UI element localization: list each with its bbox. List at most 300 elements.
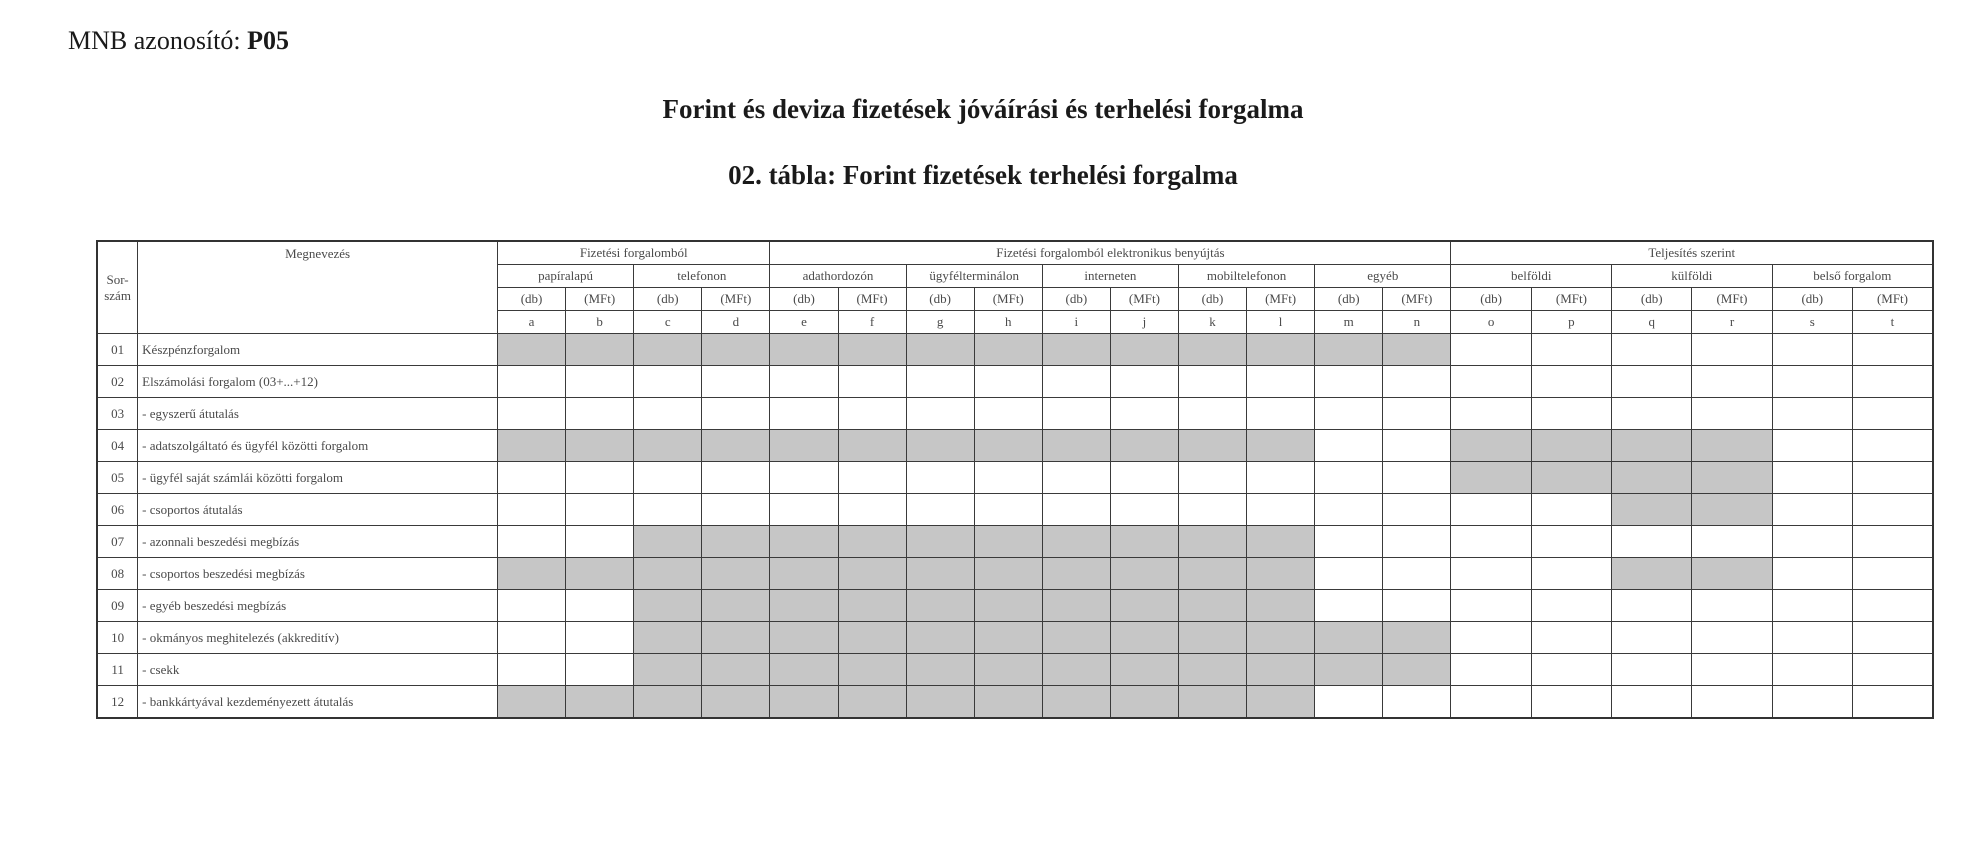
row-name: - adatszolgáltató és ügyfél közötti forgalom	[138, 430, 498, 462]
header-unit-mft: (MFt)	[1247, 288, 1315, 311]
shaded-cell	[566, 686, 634, 719]
shaded-cell	[1178, 526, 1246, 558]
header-column-letter: n	[1383, 311, 1451, 334]
data-cell	[1178, 366, 1246, 398]
header-unit-mft: (MFt)	[702, 288, 770, 311]
shaded-cell	[1178, 654, 1246, 686]
row-number: 11	[97, 654, 138, 686]
shaded-cell	[1531, 430, 1611, 462]
table-row	[97, 558, 1933, 590]
data-cell	[906, 462, 974, 494]
row-number: 04	[97, 430, 138, 462]
table-row	[97, 366, 1933, 398]
shaded-cell	[1692, 494, 1772, 526]
shaded-cell	[1315, 622, 1383, 654]
data-cell	[566, 366, 634, 398]
data-cell	[1383, 494, 1451, 526]
data-cell	[1383, 398, 1451, 430]
header-column-letter: c	[634, 311, 702, 334]
data-cell	[1692, 366, 1772, 398]
data-cell	[1451, 622, 1531, 654]
shaded-cell	[1110, 622, 1178, 654]
table-title: 02. tábla: Forint fizetések terhelési forgalma	[728, 160, 1238, 190]
data-cell	[1315, 494, 1383, 526]
table-row	[97, 430, 1933, 462]
data-cell	[1042, 398, 1110, 430]
shaded-cell	[974, 430, 1042, 462]
header-unit-mft: (MFt)	[974, 288, 1042, 311]
shaded-cell	[702, 558, 770, 590]
data-cell	[566, 526, 634, 558]
data-cell	[974, 366, 1042, 398]
data-cell	[974, 398, 1042, 430]
shaded-cell	[1110, 686, 1178, 719]
shaded-cell	[838, 430, 906, 462]
data-cell	[1383, 686, 1451, 719]
mnb-id-value: P05	[247, 26, 289, 55]
shaded-cell	[702, 654, 770, 686]
data-cell	[1772, 686, 1852, 719]
shaded-cell	[566, 558, 634, 590]
data-cell	[1772, 654, 1852, 686]
data-cell	[906, 494, 974, 526]
shaded-cell	[974, 558, 1042, 590]
shaded-cell	[1110, 430, 1178, 462]
shaded-cell	[634, 558, 702, 590]
shaded-cell	[770, 654, 838, 686]
shaded-cell	[1383, 622, 1451, 654]
payment-turnover-table	[96, 240, 1934, 719]
data-cell	[1315, 526, 1383, 558]
data-cell	[1852, 430, 1933, 462]
data-cell	[1531, 494, 1611, 526]
data-cell	[1612, 590, 1692, 622]
data-cell	[1692, 686, 1772, 719]
shaded-cell	[1692, 430, 1772, 462]
shaded-cell	[1247, 430, 1315, 462]
data-cell	[498, 494, 566, 526]
data-cell	[1852, 398, 1933, 430]
shaded-cell	[702, 430, 770, 462]
shaded-cell	[906, 430, 974, 462]
header-unit-mft: (MFt)	[1531, 288, 1611, 311]
data-cell	[1451, 366, 1531, 398]
data-cell	[702, 494, 770, 526]
header-unit-db: (db)	[1315, 288, 1383, 311]
data-cell	[1315, 558, 1383, 590]
shaded-cell	[906, 590, 974, 622]
data-cell	[1852, 686, 1933, 719]
header-subgroup: telefonon	[634, 265, 770, 288]
data-cell	[770, 366, 838, 398]
data-cell	[498, 622, 566, 654]
shaded-cell	[702, 526, 770, 558]
shaded-cell	[838, 558, 906, 590]
shaded-cell	[566, 430, 634, 462]
header-unit-mft: (MFt)	[1692, 288, 1772, 311]
header-column-letter: o	[1451, 311, 1531, 334]
shaded-cell	[702, 622, 770, 654]
row-name: - csekk	[138, 654, 498, 686]
document-title: Forint és deviza fizetések jóváírási és terhelési forgalma	[662, 94, 1304, 124]
shaded-cell	[1692, 558, 1772, 590]
data-cell	[566, 622, 634, 654]
header-sorszam: Sor- szám	[97, 241, 138, 334]
mnb-identifier	[68, 26, 289, 56]
header-group: Teljesítés szerint	[1451, 241, 1933, 265]
shaded-cell	[974, 686, 1042, 719]
table-row	[97, 526, 1933, 558]
row-name: Készpénzforgalom	[138, 334, 498, 366]
shaded-cell	[1042, 654, 1110, 686]
shaded-cell	[906, 558, 974, 590]
shaded-cell	[1110, 526, 1178, 558]
row-name: - egyszerű átutalás	[138, 398, 498, 430]
shaded-cell	[634, 526, 702, 558]
header-column-letter: l	[1247, 311, 1315, 334]
shaded-cell	[1612, 558, 1692, 590]
data-cell	[1451, 334, 1531, 366]
shaded-cell	[566, 334, 634, 366]
data-cell	[1042, 494, 1110, 526]
row-number: 08	[97, 558, 138, 590]
shaded-cell	[906, 654, 974, 686]
row-number: 01	[97, 334, 138, 366]
data-cell	[1612, 334, 1692, 366]
row-name: - egyéb beszedési megbízás	[138, 590, 498, 622]
shaded-cell	[1247, 334, 1315, 366]
header-column-letter: f	[838, 311, 906, 334]
row-number: 03	[97, 398, 138, 430]
shaded-cell	[1042, 334, 1110, 366]
data-cell	[1531, 654, 1611, 686]
data-cell	[1692, 398, 1772, 430]
data-cell	[1315, 590, 1383, 622]
header-group: Fizetési forgalomból	[498, 241, 770, 265]
row-name: - azonnali beszedési megbízás	[138, 526, 498, 558]
mnb-id-label: MNB azonosító:	[68, 26, 241, 55]
shaded-cell	[1178, 590, 1246, 622]
shaded-cell	[1247, 622, 1315, 654]
header-unit-db: (db)	[1451, 288, 1531, 311]
data-cell	[1247, 462, 1315, 494]
shaded-cell	[838, 526, 906, 558]
header-unit-mft: (MFt)	[1852, 288, 1933, 311]
row-number: 09	[97, 590, 138, 622]
shaded-cell	[498, 558, 566, 590]
data-cell	[1531, 558, 1611, 590]
data-cell	[1451, 590, 1531, 622]
shaded-cell	[906, 686, 974, 719]
shaded-cell	[1383, 654, 1451, 686]
shaded-cell	[974, 334, 1042, 366]
data-cell	[702, 366, 770, 398]
table-row	[97, 654, 1933, 686]
header-unit-db: (db)	[634, 288, 702, 311]
shaded-cell	[1451, 462, 1531, 494]
data-cell	[1692, 590, 1772, 622]
data-cell	[1772, 558, 1852, 590]
data-cell	[1247, 366, 1315, 398]
data-cell	[498, 590, 566, 622]
header-subgroup: belső forgalom	[1772, 265, 1933, 288]
shaded-cell	[634, 622, 702, 654]
row-number: 06	[97, 494, 138, 526]
data-cell	[1612, 526, 1692, 558]
data-cell	[1692, 654, 1772, 686]
data-cell	[1612, 654, 1692, 686]
data-cell	[770, 494, 838, 526]
header-unit-mft: (MFt)	[566, 288, 634, 311]
data-cell	[634, 398, 702, 430]
shaded-cell	[702, 686, 770, 719]
shaded-cell	[1178, 622, 1246, 654]
data-cell	[566, 462, 634, 494]
shaded-cell	[1178, 430, 1246, 462]
data-cell	[1315, 686, 1383, 719]
shaded-cell	[906, 526, 974, 558]
data-cell	[1315, 366, 1383, 398]
shaded-cell	[974, 654, 1042, 686]
shaded-cell	[974, 590, 1042, 622]
shaded-cell	[906, 334, 974, 366]
row-number: 07	[97, 526, 138, 558]
data-cell	[906, 366, 974, 398]
data-cell	[1110, 494, 1178, 526]
shaded-cell	[1612, 494, 1692, 526]
data-cell	[1247, 494, 1315, 526]
data-cell	[1383, 526, 1451, 558]
shaded-cell	[1612, 462, 1692, 494]
shaded-cell	[1178, 686, 1246, 719]
shaded-cell	[838, 334, 906, 366]
shaded-cell	[634, 334, 702, 366]
data-cell	[1042, 366, 1110, 398]
header-subgroup: adathordozón	[770, 265, 906, 288]
data-cell	[498, 366, 566, 398]
shaded-cell	[1315, 334, 1383, 366]
data-cell	[1451, 558, 1531, 590]
header-column-letter: j	[1110, 311, 1178, 334]
shaded-cell	[702, 590, 770, 622]
shaded-cell	[1383, 334, 1451, 366]
data-cell	[1451, 526, 1531, 558]
data-cell	[702, 398, 770, 430]
shaded-cell	[498, 334, 566, 366]
row-number: 12	[97, 686, 138, 719]
shaded-cell	[770, 430, 838, 462]
data-cell	[498, 526, 566, 558]
row-name: - csoportos beszedési megbízás	[138, 558, 498, 590]
shaded-cell	[770, 622, 838, 654]
data-cell	[1178, 494, 1246, 526]
data-cell	[1383, 366, 1451, 398]
data-cell	[1612, 398, 1692, 430]
shaded-cell	[1692, 462, 1772, 494]
data-cell	[838, 366, 906, 398]
data-cell	[1692, 622, 1772, 654]
shaded-cell	[838, 590, 906, 622]
table-row	[97, 334, 1933, 366]
shaded-cell	[1247, 590, 1315, 622]
shaded-cell	[1247, 558, 1315, 590]
data-cell	[1383, 558, 1451, 590]
shaded-cell	[498, 686, 566, 719]
shaded-cell	[1042, 686, 1110, 719]
data-cell	[1315, 462, 1383, 494]
shaded-cell	[702, 334, 770, 366]
header-unit-mft: (MFt)	[1110, 288, 1178, 311]
data-cell	[566, 590, 634, 622]
data-cell	[1531, 590, 1611, 622]
data-cell	[1110, 398, 1178, 430]
data-cell	[838, 462, 906, 494]
shaded-cell	[906, 622, 974, 654]
header-subgroup: egyéb	[1315, 265, 1451, 288]
header-column-letter: s	[1772, 311, 1852, 334]
data-cell	[1612, 366, 1692, 398]
table-row	[97, 398, 1933, 430]
header-column-letter: e	[770, 311, 838, 334]
header-column-letter: m	[1315, 311, 1383, 334]
shaded-cell	[838, 654, 906, 686]
data-cell	[1247, 398, 1315, 430]
data-cell	[770, 398, 838, 430]
shaded-cell	[1110, 654, 1178, 686]
data-cell	[770, 462, 838, 494]
data-cell	[1531, 526, 1611, 558]
data-cell	[1692, 526, 1772, 558]
data-cell	[1451, 654, 1531, 686]
shaded-cell	[974, 622, 1042, 654]
shaded-cell	[1042, 622, 1110, 654]
shaded-cell	[634, 654, 702, 686]
data-cell	[634, 494, 702, 526]
header-column-letter: d	[702, 311, 770, 334]
data-cell	[1531, 366, 1611, 398]
data-cell	[1772, 398, 1852, 430]
data-cell	[1315, 430, 1383, 462]
data-cell	[838, 398, 906, 430]
shaded-cell	[1042, 590, 1110, 622]
header-column-letter: q	[1612, 311, 1692, 334]
shaded-cell	[1110, 558, 1178, 590]
data-cell	[1772, 622, 1852, 654]
data-cell	[974, 462, 1042, 494]
shaded-cell	[1110, 590, 1178, 622]
data-cell	[1315, 398, 1383, 430]
shaded-cell	[1247, 526, 1315, 558]
header-group: Fizetési forgalomból elektronikus benyújtás	[770, 241, 1451, 265]
data-cell	[1531, 398, 1611, 430]
header-unit-mft: (MFt)	[1383, 288, 1451, 311]
shaded-cell	[1178, 558, 1246, 590]
header-unit-db: (db)	[1772, 288, 1852, 311]
header-subgroup: papíralapú	[498, 265, 634, 288]
data-cell	[1772, 430, 1852, 462]
shaded-cell	[634, 430, 702, 462]
data-cell	[1772, 462, 1852, 494]
shaded-cell	[770, 590, 838, 622]
row-name: Elszámolási forgalom (03+...+12)	[138, 366, 498, 398]
shaded-cell	[974, 526, 1042, 558]
data-cell	[1772, 334, 1852, 366]
data-cell	[1852, 366, 1933, 398]
data-cell	[1451, 494, 1531, 526]
data-cell	[1110, 366, 1178, 398]
shaded-cell	[1315, 654, 1383, 686]
header-subgroup: mobiltelefonon	[1178, 265, 1314, 288]
data-cell	[1451, 398, 1531, 430]
header-column-letter: g	[906, 311, 974, 334]
data-cell	[1852, 590, 1933, 622]
row-name: - bankkártyával kezdeményezett átutalás	[138, 686, 498, 719]
header-unit-db: (db)	[1612, 288, 1692, 311]
header-subgroup: ügyfélterminálon	[906, 265, 1042, 288]
data-cell	[566, 398, 634, 430]
shaded-cell	[1451, 430, 1531, 462]
row-name: - csoportos átutalás	[138, 494, 498, 526]
shaded-cell	[1612, 430, 1692, 462]
shaded-cell	[1042, 526, 1110, 558]
data-cell	[1110, 462, 1178, 494]
data-cell	[1692, 334, 1772, 366]
data-cell	[1852, 622, 1933, 654]
row-number: 05	[97, 462, 138, 494]
header-unit-db: (db)	[906, 288, 974, 311]
shaded-cell	[634, 686, 702, 719]
data-cell	[1612, 622, 1692, 654]
data-cell	[1531, 622, 1611, 654]
header-column-letter: b	[566, 311, 634, 334]
shaded-cell	[838, 622, 906, 654]
data-cell	[498, 462, 566, 494]
header-column-letter: i	[1042, 311, 1110, 334]
table-row	[97, 686, 1933, 719]
shaded-cell	[1531, 462, 1611, 494]
shaded-cell	[634, 590, 702, 622]
data-cell	[1531, 334, 1611, 366]
shaded-cell	[1042, 430, 1110, 462]
shaded-cell	[838, 686, 906, 719]
data-cell	[566, 494, 634, 526]
data-cell	[1772, 526, 1852, 558]
row-name: - okmányos meghitelezés (akkreditív)	[138, 622, 498, 654]
header-column-letter: p	[1531, 311, 1611, 334]
header-megnevezes: Megnevezés	[138, 241, 498, 334]
data-cell	[1772, 366, 1852, 398]
data-cell	[566, 654, 634, 686]
header-column-letter: a	[498, 311, 566, 334]
header-subgroup: belföldi	[1451, 265, 1612, 288]
header-column-letter: t	[1852, 311, 1933, 334]
shaded-cell	[1178, 334, 1246, 366]
shaded-cell	[770, 558, 838, 590]
data-cell	[1852, 334, 1933, 366]
shaded-cell	[1247, 686, 1315, 719]
header-unit-db: (db)	[770, 288, 838, 311]
data-cell	[974, 494, 1042, 526]
data-cell	[702, 462, 770, 494]
data-cell	[1772, 590, 1852, 622]
header-column-letter: h	[974, 311, 1042, 334]
header-subgroup: interneten	[1042, 265, 1178, 288]
data-cell	[1383, 430, 1451, 462]
data-cell	[498, 654, 566, 686]
data-cell	[838, 494, 906, 526]
data-cell	[1178, 462, 1246, 494]
data-cell	[906, 398, 974, 430]
